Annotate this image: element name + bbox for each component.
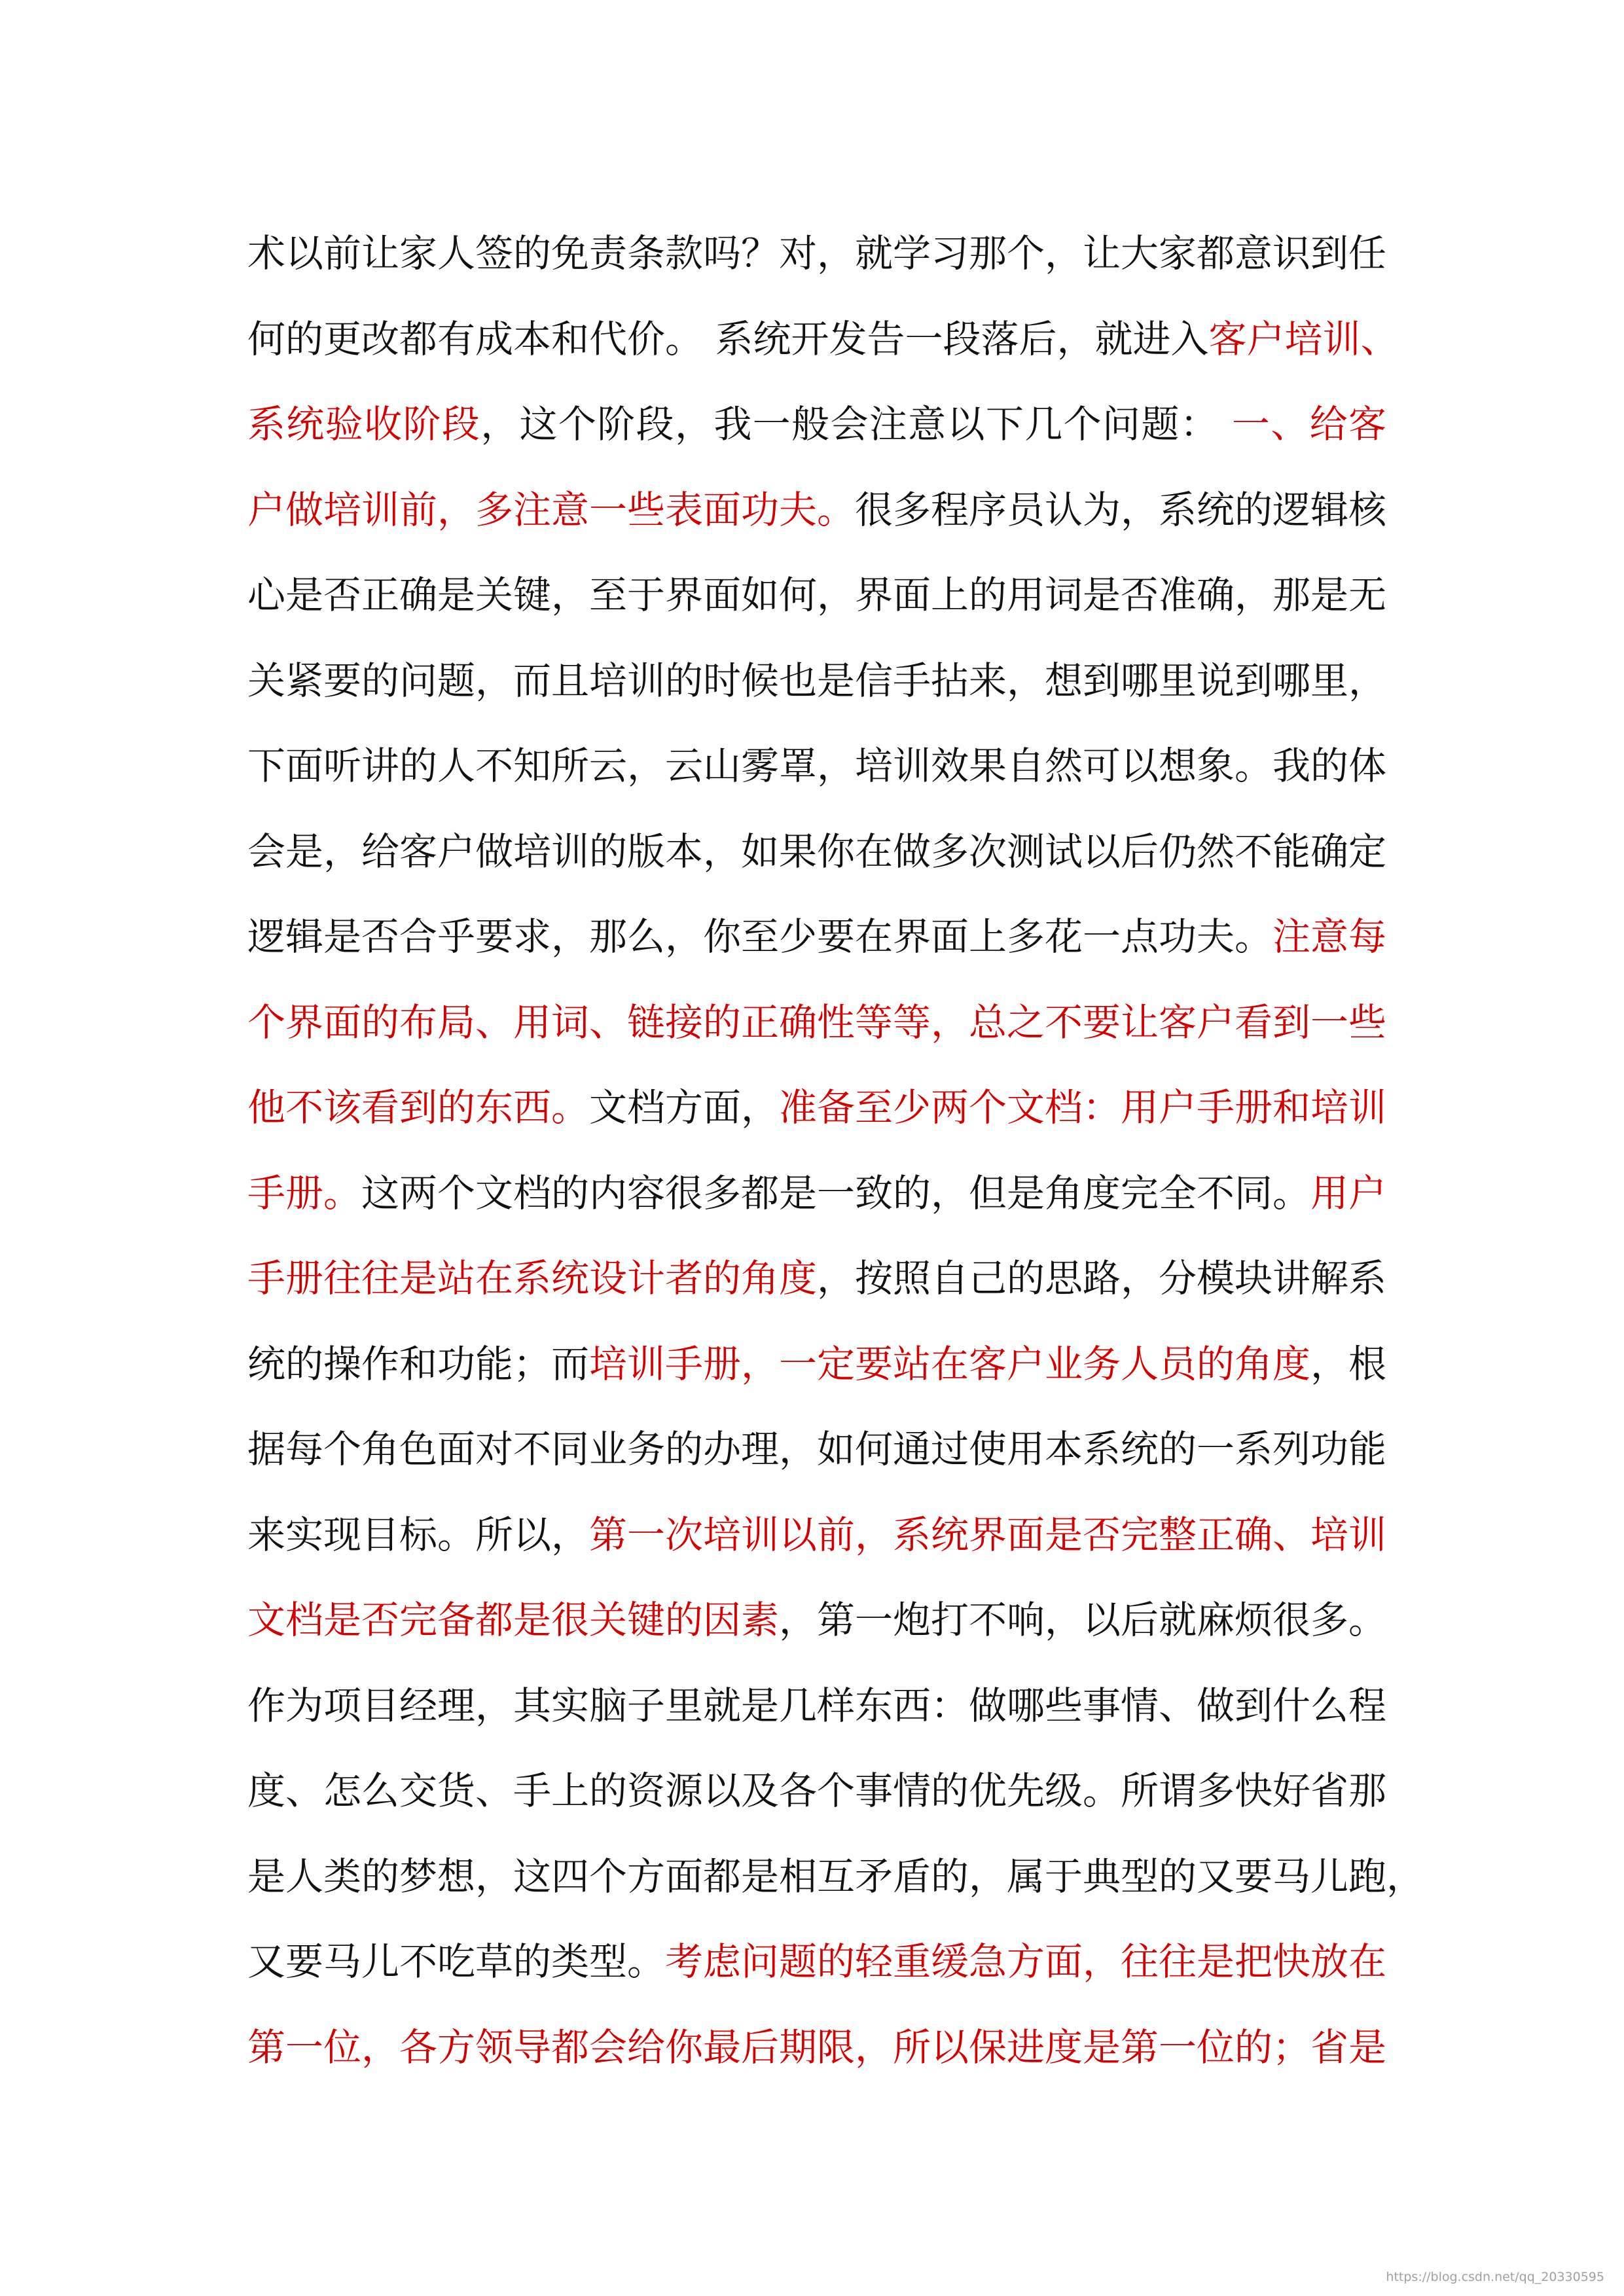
text-line (247, 211, 1386, 296)
body-text-segment: 很多程序员认为，系统的逻辑核 (855, 487, 1387, 532)
text-line (247, 1834, 1425, 1920)
body-text-segment: 又要马儿不吃草的类型。 (247, 1939, 666, 1984)
highlighted-text: 客户培训、 (1208, 316, 1399, 361)
highlighted-text: 他不该看到的东西。 (247, 1085, 590, 1130)
text-line (247, 1663, 1386, 1749)
text-line (247, 809, 1386, 895)
text-line (247, 2005, 1386, 2090)
body-text-segment: 逻辑是否合乎要求，那么，你至少要在界面上多花一点功夫。 (247, 914, 1273, 959)
text-line (247, 894, 1386, 980)
highlighted-text: 考虑问题的轻重缓急方面，往往是把快放在 (665, 1939, 1387, 1984)
body-text-segment: 度、怎么交货、手上的资源以及各个事情的优先级。所谓多快好省那 (247, 1768, 1387, 1813)
highlighted-text: 第一次培训以前，系统界面是否完整正确、培训 (589, 1512, 1387, 1557)
highlighted-text: 文档是否完备都是很关键的因素 (247, 1598, 780, 1642)
highlighted-text: 户做培训前，多注意一些表面功夫。 (247, 487, 856, 532)
body-text-segment: 作为项目经理，其实脑子里就是几样东西：做哪些事情、做到什么程 (247, 1683, 1387, 1728)
highlighted-text: 手册往往是站在系统设计者的角度 (247, 1256, 818, 1300)
text-line (247, 1577, 1386, 1663)
text-line (247, 467, 1386, 553)
highlighted-text: 第一位，各方领导都会给你最后期限，所以保进度是第一位的；省是 (247, 2024, 1387, 2070)
body-text-segment: ，这个阶段，我一般会注意以下几个问题： (480, 402, 1232, 446)
body-text-segment: 文档方面， (589, 1085, 780, 1130)
text-line (247, 382, 1386, 467)
body-text (247, 211, 1425, 2090)
body-text-segment: 下面听讲的人不知所云，云山雾罩，培训效果自然可以想象。我的体 (247, 744, 1387, 788)
text-line (247, 1748, 1386, 1834)
text-line (247, 1919, 1386, 2005)
body-text-segment: 这两个文档的内容很多都是一致的，但是角度完全不同。 (361, 1170, 1311, 1215)
highlighted-text: 准备至少两个文档：用户手册和培训 (779, 1085, 1387, 1130)
highlighted-text: 个界面的布局、用词、链接的正确性等等，总之不要让客户看到一些 (247, 999, 1387, 1045)
text-line (247, 1407, 1386, 1492)
body-text-segment: 统的操作和功能；而 (247, 1341, 590, 1386)
body-text-segment: 据每个角色面对不同业务的办理，如何通过使用本系统的一系列功能 (247, 1427, 1387, 1471)
body-text-segment: 是人类的梦想，这四个方面都是相互矛盾的，属于典型的又要马儿跑， (247, 1854, 1425, 1899)
text-line (247, 1065, 1386, 1151)
text-line (247, 552, 1386, 638)
watermark-url: https://blog.csdn.net/qq_20330595 (1386, 2270, 1604, 2284)
highlighted-text: 培训手册，一定要站在客户业务人员的角度 (589, 1341, 1311, 1386)
text-line (247, 638, 1386, 724)
body-text-segment: ，按照自己的思路，分模块讲解系 (817, 1256, 1387, 1300)
text-line (247, 1151, 1386, 1236)
body-text-segment: 会是，给客户做培训的版本，如果你在做多次测试以后仍然不能确定 (247, 829, 1387, 874)
text-line (247, 296, 1399, 382)
body-text-segment: 来实现目标。所以， (247, 1512, 590, 1557)
highlighted-text: 手册。 (247, 1170, 362, 1215)
text-line (247, 1321, 1386, 1407)
highlighted-text: 系统验收阶段 (247, 402, 481, 446)
body-text-segment: 何的更改都有成本和代价。 系统开发告一段落后，就进入 (247, 316, 1209, 361)
body-text-segment: 术以前让家人签的免责条款吗？对，就学习那个，让大家都意识到任 (247, 231, 1387, 276)
body-text-segment: 心是否正确是关键，至于界面如何，界面上的用词是否准确，那是无 (247, 573, 1387, 617)
text-line (247, 723, 1386, 809)
body-text-segment: ，第一炮打不响，以后就麻烦很多。 (779, 1598, 1387, 1642)
body-text-segment: 关紧要的问题，而且培训的时候也是信手拈来，想到哪里说到哪里， (247, 658, 1387, 703)
highlighted-text: 注意每 (1272, 914, 1387, 959)
text-line (247, 1236, 1386, 1321)
highlighted-text: 一、给客 (1231, 402, 1386, 446)
text-line (247, 980, 1386, 1066)
highlighted-text: 用户 (1310, 1170, 1387, 1215)
text-line (247, 1492, 1386, 1578)
body-text-segment: ，根 (1310, 1341, 1387, 1386)
